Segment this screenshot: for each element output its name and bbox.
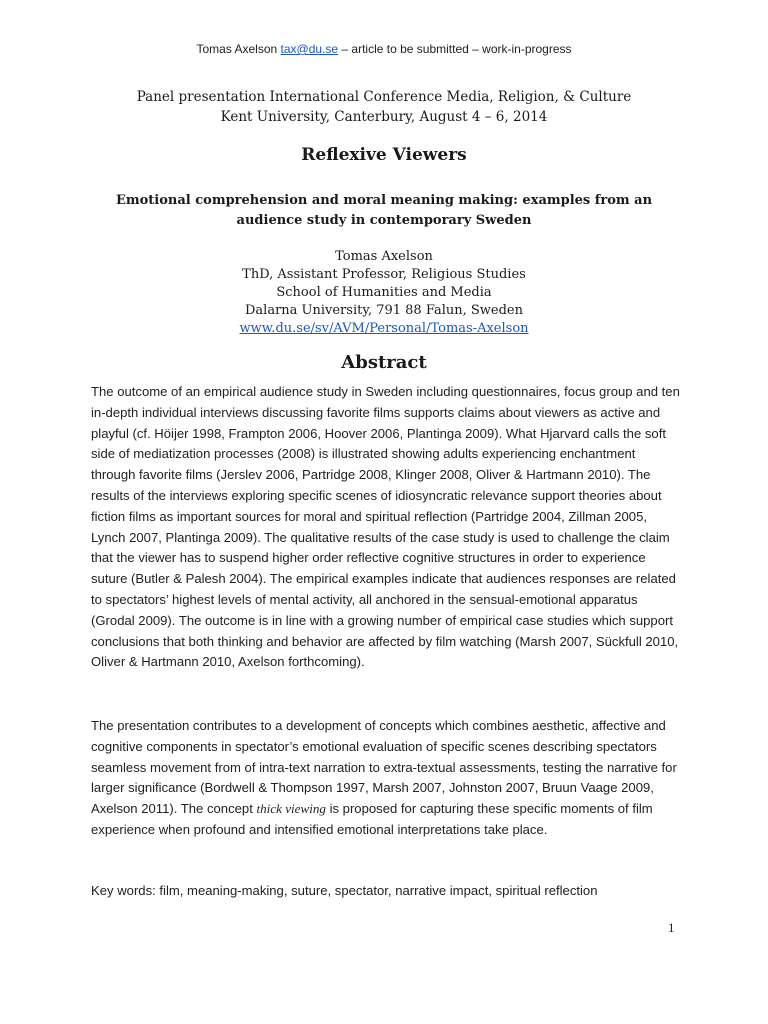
conference-line-1: Panel presentation International Conference Media, Religion, & Culture xyxy=(136,89,632,105)
paper-title: Reflexive Viewers xyxy=(301,145,467,165)
keywords-text: Key words: film, meaning-making, suture, spectator, narrative impact, spiritual reflection xyxy=(91,883,598,898)
abstract-heading: Abstract xyxy=(341,352,427,373)
thick-viewing-term: thick viewing xyxy=(256,801,326,817)
conference-info xyxy=(0,87,768,127)
author-homepage-link[interactable]: www.du.se/sv/AVM/Personal/Tomas-Axelson xyxy=(239,321,529,336)
author-university: Dalarna University, 791 88 Falun, Sweden xyxy=(244,303,523,318)
author-position: ThD, Assistant Professor, Religious Studies xyxy=(242,267,526,282)
paragraph-text-end: is proposed for capturing these specific moments of film experience when profound and intensified emotional interpretations take place. xyxy=(91,801,653,837)
subtitle-line-2: audience study in contemporary Sweden xyxy=(236,213,532,228)
page-number: 1 xyxy=(668,920,675,935)
conference-line-2: Kent University, Canterbury, August 4 – 6, 2014 xyxy=(220,109,548,125)
author-name: Tomas Axelson xyxy=(335,249,433,264)
keywords xyxy=(91,881,681,902)
running-header xyxy=(0,42,768,56)
author-email-link[interactable]: tax@du.se xyxy=(280,42,339,56)
author-block xyxy=(0,248,768,338)
header-note: – article to be submitted – work-in-progress xyxy=(341,42,572,56)
abstract-paragraph-2 xyxy=(91,716,681,841)
paragraph-text: The outcome of an empirical audience study in Sweden including questionnaires, focus group and ten in-depth individual interviews discussing favorite films supports claims about viewers as active and playful (cf. Höijer 1998, Frampton 2006, Hoover 2006, Plantinga 2009). What Hjarvard calls the soft side of mediatization processes (2008) is illustrated showing adults experiencing enchantment through favorite films (Jerslev 2006, Partridge 2008, Klinger 2008, Oliver & Hartmann 2010). The results of the interviews exploring specific scenes of idiosyncratic relevance support theories about fiction films as important sources for moral and spiritual reflection (Partridge 2004, Zillman 2005, Lynch 2007, Plantinga 2009). The qualitative results of the case study is used to challenge the claim that the viewer has to suspend higher order reflective cognitive structures in order to experience suture (Butler & Palesh 2004). The empirical examples indicate that audiences responses are related to spectators’ highest levels of mental activity, all anchored in the sensual-emotional apparatus (Grodal 2009). The outcome is in line with a growing number of empirical case studies which support conclusions that both thinking and behavior are affected by film watching (Marsh 2007, Sückfull 2010, Oliver & Hartmann 2010, Axelson forthcoming). xyxy=(91,384,680,670)
author-school: School of Humanities and Media xyxy=(276,285,492,300)
paper-subtitle xyxy=(0,191,768,231)
abstract-paragraph-1 xyxy=(91,382,681,673)
subtitle-line-1: Emotional comprehension and moral meaning making: examples from an xyxy=(115,193,653,208)
header-author: Tomas Axelson xyxy=(196,42,278,56)
paragraph-text-start: The presentation contributes to a development of concepts which combines aesthetic, affective and cognitive components in spectator’s emotional evaluation of specific scenes describing spectators seamless movement from of intra-text narration to extra-textual assessments, testing the narrative for larger significance (Bordwell & Thompson 1997, Marsh 2007, Johnston 2007, Bruun Vaage 2009, Axelson 2011). The concept xyxy=(91,718,677,817)
